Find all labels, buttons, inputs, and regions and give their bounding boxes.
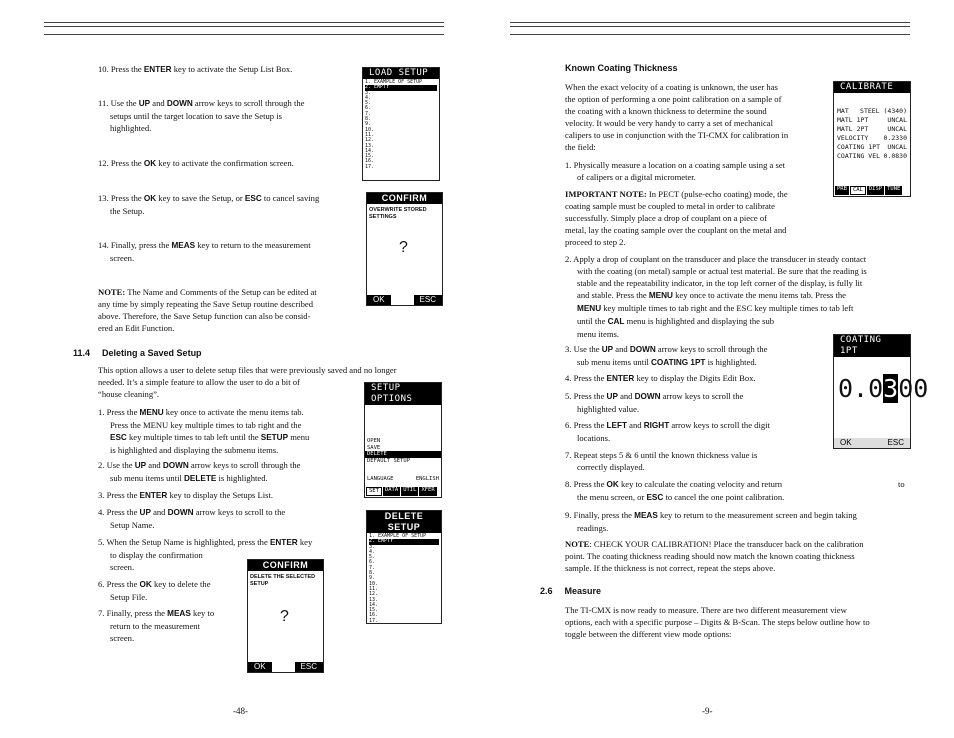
right-step-7: 7. Repeat steps 5 & 6 until the known thickness value is correctly displayed. [565, 450, 758, 472]
list-item[interactable]: 11. [369, 585, 379, 592]
list-item[interactable]: 16. [365, 158, 375, 165]
left-note: NOTE: The Name and Comments of the Setup can be edited at any time by simply repeating the Save Setup routine described above. Therefore, the Save Setup function can also be consid- ered an Edit Function. [98, 287, 317, 333]
tab-set[interactable]: SET [366, 487, 382, 496]
left-step-12: 12. Press the OK key to activate the confirmation screen. [98, 158, 294, 168]
ok-button[interactable]: OK [248, 662, 272, 672]
digit-cursor: 3 [883, 374, 899, 403]
confirm-title: CONFIRM [367, 193, 442, 204]
delete-setup-list [367, 533, 441, 625]
tab-cal[interactable]: CAL [850, 186, 866, 195]
tab-data[interactable]: DATA [383, 487, 400, 496]
confirm-message: DELETE THE SELECTED SETUP [250, 574, 316, 587]
list-item[interactable]: 7. [369, 564, 376, 571]
list-item[interactable]: 11. [365, 131, 375, 138]
calibrate-title: CALIBRATE [834, 82, 910, 93]
calibrate-tabs [835, 186, 902, 195]
right-step-8-tail: to [898, 479, 905, 489]
list-item[interactable]: 12. [369, 591, 379, 598]
setup-options-screen [364, 382, 442, 498]
page-number-left: -48- [233, 706, 248, 716]
heading-known-coating-thickness: Known Coating Thickness [565, 63, 678, 73]
delete-setup-screen [366, 510, 442, 624]
header-rule-left [44, 22, 444, 23]
confirm-footer [248, 662, 323, 672]
del-step-6: 6. Press the OK key to delete the Setup File. [98, 579, 211, 602]
load-setup-title: LOAD SETUP [363, 68, 439, 79]
list-item[interactable]: 13. [369, 596, 379, 603]
del-step-7: 7. Finally, press the MEAS key to return to the measurement screen. [98, 608, 215, 643]
left-intro: This option allows a user to delete setup files that were previously saved and no longer needed. It’s a simple feature to allow the user to do a bit of “house cleaning”. [98, 365, 397, 399]
esc-button[interactable]: ESC [414, 295, 442, 305]
list-item[interactable]: 14. [365, 147, 375, 154]
list-item[interactable]: 5. [369, 554, 376, 561]
confirm-message: OVERWRITE STORED SETTINGS [369, 207, 427, 220]
header-rule-left-3 [44, 34, 444, 35]
list-item[interactable]: 12. [365, 137, 375, 144]
section-heading-11-4: 11.4 Deleting a Saved Setup [73, 348, 202, 358]
cal-row-matl-1pt[interactable]: MATL 1PT UNCAL [837, 116, 907, 124]
header-rule-right-3 [510, 34, 910, 35]
list-item[interactable]: 15. [369, 607, 379, 614]
ok-button[interactable]: OK [834, 438, 858, 448]
list-item[interactable]: 15. [365, 153, 375, 160]
menu-item-open[interactable]: OPEN [367, 438, 381, 444]
page-number-right: -9- [702, 706, 713, 716]
right-note: NOTE: CHECK YOUR CALIBRATION! Place the transducer back on the calibration point. The coating thickness reading should now match the known coating thickness sample. If the thickness is not correct, repeat the steps above. [565, 539, 864, 573]
list-item[interactable]: 4. [369, 548, 376, 555]
header-rule-right-2 [510, 26, 910, 27]
tab-tune[interactable]: TUNE [885, 186, 902, 195]
load-setup-screen [362, 67, 440, 181]
list-item[interactable]: 2. EMPTY [365, 85, 437, 90]
cal-row-mat[interactable]: MAT STEEL (4340) [837, 107, 907, 115]
delete-setup-title: DELETE SETUP [367, 511, 441, 533]
esc-button[interactable]: ESC [882, 438, 910, 448]
tab-disp[interactable]: DISP [867, 186, 884, 195]
confirm-delete-screen [247, 559, 324, 673]
right-step-8: 8. Press the OK key to calculate the coating velocity and return the menu screen, or ESC to cancel the one point calibration. [565, 479, 785, 502]
question-icon: ? [399, 239, 408, 256]
question-icon: ? [280, 608, 289, 625]
list-item[interactable]: 4. [365, 94, 372, 101]
confirm-footer [367, 295, 442, 305]
list-item[interactable]: 10. [365, 126, 375, 133]
left-step-13: 13. Press the OK key to save the Setup, or ESC to cancel saving the Setup. [98, 193, 320, 216]
list-item[interactable]: 7. [365, 110, 372, 117]
right-step-3: 3. Use the UP and DOWN arrow keys to scroll through the sub menu items until COATING 1PT is highlighted. [565, 344, 768, 367]
list-item[interactable]: 17. [365, 163, 375, 170]
section-heading-2-6: 2.6 Measure [540, 586, 602, 596]
list-item[interactable]: 6. [365, 105, 372, 112]
list-item[interactable]: 1. EXAMPLE OF SETUP [369, 533, 427, 539]
menu-item-language[interactable]: LANGUAGE ENGLISH [367, 476, 439, 482]
right-step-6: 6. Press the LEFT and RIGHT arrow keys to scroll the digit locations. [565, 420, 770, 443]
coating-1pt-title: COATING 1PT [834, 335, 910, 357]
list-item[interactable]: 2. EMPTY [369, 539, 439, 544]
del-step-1: 1. Press the MENU key once to activate the menu items tab. Press the MENU key multiple times to tab right and the ESC key multiple times to tab left until the SETUP menu is highlighted and displaying the submenu items. [98, 407, 310, 455]
left-step-10: 10. Press the ENTER key to activate the Setup List Box. [98, 64, 293, 74]
del-step-3: 3. Press the ENTER key to display the Setups List. [98, 490, 274, 500]
setup-options-tabs [366, 487, 437, 496]
del-step-4: 4. Press the UP and DOWN arrow keys to scroll to the Setup Name. [98, 507, 286, 530]
list-item[interactable]: 3. [365, 89, 372, 96]
measure-paragraph: The TI-CMX is now ready to measure. There are two different measurement view options, each with a specific purpose – Digits & B-Scan. The steps below outline how to toggle between the different view mode options: [565, 605, 870, 639]
right-intro: When the exact velocity of a coating is unknown, the user has the option of performing a one point calibration on a sample of the coating with a known thickness to determine the sound velocity. It would be very handy to carry a set of mechanical calipers to use in conjunction with the TI-CMX for calibration in the field: [565, 82, 789, 152]
cal-row-coating-vel[interactable]: COATING VEL 0.0830 [837, 152, 907, 160]
menu-item-delete[interactable]: DELETE [365, 451, 441, 458]
list-item[interactable]: 8. [369, 570, 376, 577]
del-step-5: 5. When the Setup Name is highlighted, press the ENTER key to display the confirmation screen. [98, 537, 313, 572]
confirm-overwrite-screen [366, 192, 443, 306]
cal-row-coating-1pt[interactable]: COATING 1PT UNCAL [837, 143, 907, 151]
cal-row-matl-2pt[interactable]: MATL 2PT UNCAL [837, 125, 907, 133]
list-item[interactable]: 10. [369, 580, 379, 587]
right-step-4: 4. Press the ENTER key to display the Digits Edit Box. [565, 373, 756, 383]
list-item[interactable]: 8. [365, 116, 372, 123]
list-item[interactable]: 17. [369, 617, 379, 624]
ok-button[interactable]: OK [367, 295, 391, 305]
list-item[interactable]: 16. [369, 612, 379, 619]
menu-item-save[interactable]: SAVE [367, 444, 381, 451]
left-step-11: 11. Use the UP and DOWN arrow keys to scroll through the setups until the target location to save the Setup is highlighted. [98, 98, 305, 133]
list-item[interactable]: 3. [369, 543, 376, 550]
list-item[interactable]: 1. EXAMPLE OF SETUP [365, 79, 423, 85]
list-item[interactable]: 9. [369, 575, 376, 582]
list-item[interactable]: 6. [369, 559, 376, 566]
important-note: IMPORTANT NOTE: In PECT (pulse-echo coating) mode, the coating sample must be coupled to metal in order to calibrate successfully. Simply place a drop of couplant on a piece of metal, lay the coating sample over the couplant on the metal and proceed to step 2. [565, 189, 788, 247]
list-item[interactable]: 13. [365, 142, 375, 149]
esc-button[interactable]: ESC [295, 662, 323, 672]
left-step-14: 14. Finally, press the MEAS key to return to the measurement screen. [98, 240, 311, 263]
right-step-2: 2. Apply a drop of couplant on the transducer and place the transducer in steady contact with the coating (on metal) sample or actual test material. Be sure that the reading is stable and the repeatability indicator, in the top left corner of the display, is fully lit and stable. Press the MENU key once to activate the menu items tab. Press the MENU key multiple times to tab right and the ESC key multiple times to tab left until the CAL menu is highlighted and displaying the sub menu items. [565, 254, 867, 339]
setup-options-title: SETUP OPTIONS [365, 383, 441, 405]
digits-edit-box[interactable]: 0.0300 [838, 374, 929, 403]
right-step-1: 1. Physically measure a location on a coating sample using a set of calipers or a digital micrometer. [565, 160, 786, 182]
load-setup-list [363, 79, 439, 171]
header-rule-right [510, 22, 910, 23]
tab-xfer[interactable]: XFER [419, 487, 436, 496]
right-step-9: 9. Finally, press the MEAS key to return to the measurement screen and begin taking readings. [565, 510, 857, 533]
menu-item-default-setup[interactable]: DEFAULT SETUP [367, 457, 411, 464]
list-item[interactable]: 9. [365, 121, 372, 128]
list-item[interactable]: 14. [369, 601, 379, 608]
tab-util[interactable]: UTIL [401, 487, 418, 496]
del-step-2: 2. Use the UP and DOWN arrow keys to scroll through the sub menu items until DELETE is highlighted. [98, 460, 301, 483]
coating-1pt-screen [833, 334, 929, 449]
header-rule-left-2 [44, 26, 444, 27]
right-step-5: 5. Press the UP and DOWN arrow keys to scroll the highlighted value. [565, 391, 744, 414]
confirm-title: CONFIRM [248, 560, 323, 571]
calibrate-screen [833, 81, 911, 197]
cal-row-velocity[interactable]: VELOCITY 0.2330 [837, 134, 907, 142]
tab-prb[interactable]: PRB [835, 186, 849, 195]
coating-1pt-footer [834, 438, 910, 448]
list-item[interactable]: 5. [365, 100, 372, 107]
